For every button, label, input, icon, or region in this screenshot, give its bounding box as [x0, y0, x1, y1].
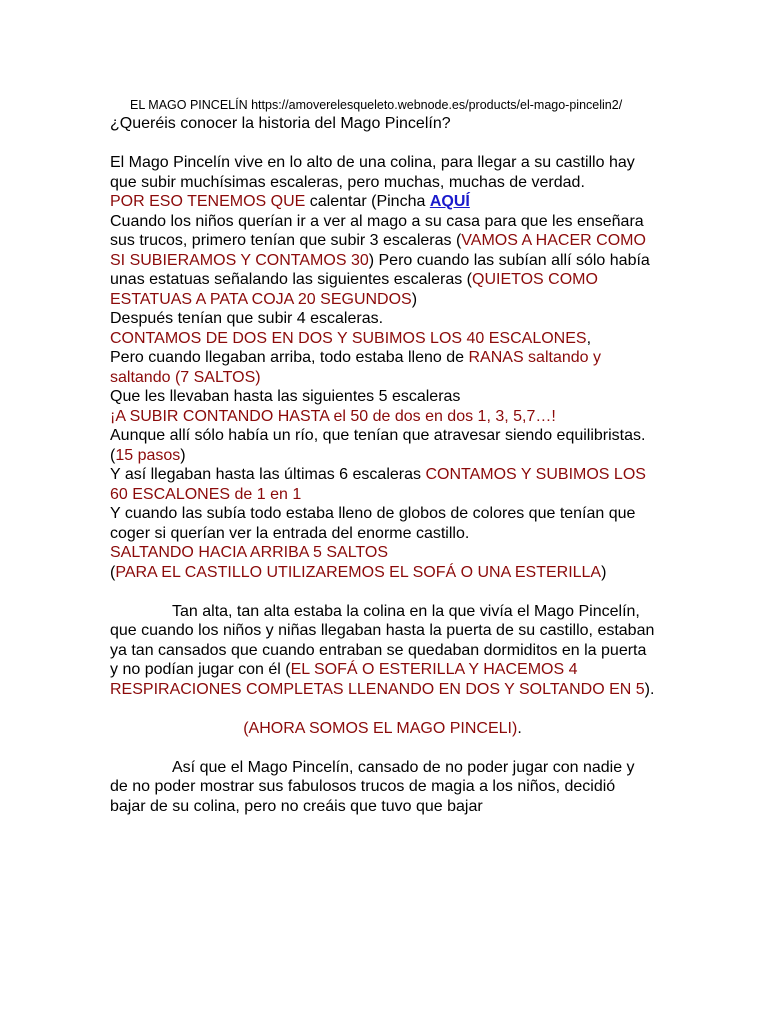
paragraph-count-fifty: ¡A SUBIR CONTANDO HASTA el 50 de dos en dos 1, 3, 5,7…!	[110, 407, 556, 425]
instruction-red: VAMOS A HACER COMO SI SUBIERAMOS Y CONTAMOS 30	[110, 232, 646, 269]
text-segment: ).	[644, 680, 655, 698]
warmup-red-text: POR ESO TENEMOS QUE	[110, 193, 310, 210]
text-segment: (	[110, 563, 116, 581]
instruction-red: CONTAMOS DE DOS EN DOS Y SUBIMOS LOS 40 ESCALONES	[110, 329, 587, 347]
instruction-red: CONTAMOS Y SUBIMOS LOS 60 ESCALONES de 1 en 1	[110, 466, 646, 503]
text-segment: (	[110, 446, 116, 464]
header-url: https://amoverelesqueleto.webnode.es/products/el-mago-pincelin2/	[251, 98, 623, 112]
instruction-red: (AHORA SOMOS EL MAGO PINCELI)	[243, 719, 518, 737]
text-segment: ) Pero cuando las subían allí sólo había unas estatuas señalando las siguientes escaleras (	[110, 251, 650, 288]
instruction-red: 15 pasos	[115, 446, 181, 464]
paragraph-four-stairs: Después tenían que subir 4 escaleras.	[110, 310, 384, 327]
text-segment: Cuando los niños querían ir a ver al mago a su casa para que les enseñara sus trucos, primero tenían que subir 3 escaleras (	[110, 212, 644, 249]
text-segment: Tan alta, tan alta estaba la colina en la que vivía el Mago Pincelín, que cuando los niños y niñas llegaban hasta la puerta de su castillo, estaban ya tan cansados que cuando entraban se quedaban dormiditos en la puerta y no podían jugar con él (	[110, 602, 655, 678]
document-page	[110, 96, 655, 816]
paragraph-steps	[110, 446, 655, 466]
story-body	[110, 114, 655, 816]
paragraph-intro: El Mago Pincelín vive en lo alto de una colina, para llegar a su castillo hay que subir muchísimas escaleras, pero muchas, muchas de verdad.	[110, 154, 635, 191]
paragraph-castle	[110, 563, 655, 583]
aqui-link[interactable]: AQUÍ	[429, 193, 470, 210]
instruction-red: RANAS saltando y saltando (7 SALTOS)	[110, 349, 601, 386]
text-segment: .	[517, 719, 522, 737]
blank-line	[110, 699, 655, 719]
paragraph-frogs	[110, 348, 655, 387]
paragraph-now-we-are	[110, 719, 655, 739]
paragraph-count-forty	[110, 329, 655, 349]
instruction-red: PARA EL CASTILLO UTILIZAREMOS EL SOFÁ O UNA ESTERILLA	[115, 563, 602, 581]
text-segment: Y así llegaban hasta las últimas 6 escaleras	[110, 466, 426, 483]
document-header	[130, 96, 655, 114]
paragraph-six-stairs	[110, 465, 655, 504]
paragraph-decided: Así que el Mago Pincelín, cansado de no poder jugar con nadie y de no poder mostrar sus fabulosos trucos de magia a los niños, decidió bajar de su colina, pero no creáis que tuvo que bajar	[110, 758, 635, 815]
paragraph-river: Aunque allí sólo había un río, que tenían que atravesar siendo equilibristas.	[110, 427, 646, 444]
story-question: ¿Queréis conocer la historia del Mago Pincelín?	[110, 115, 451, 132]
warmup-text: calentar (Pincha	[309, 193, 430, 210]
instruction-red: EL SOFÁ O ESTERILLA Y HACEMOS 4 RESPIRACIONES COMPLETAS LLENANDO EN DOS Y SOLTANDO EN 5	[110, 661, 645, 698]
blank-line	[110, 738, 655, 758]
text-segment: ,	[586, 329, 592, 347]
text-segment: Pero cuando llegaban arriba, todo estaba lleno de	[110, 349, 469, 366]
paragraph-balloons: Y cuando las subía todo estaba lleno de globos de colores que tenían que coger si querían ver la entrada del enorme castillo.	[110, 505, 636, 542]
text-segment: )	[411, 290, 418, 308]
paragraph-warmup	[110, 192, 655, 212]
text-segment: )	[601, 563, 607, 581]
paragraph-tall-hill	[110, 602, 655, 700]
header-title: EL MAGO PINCELÍN	[130, 98, 248, 112]
paragraph-five-stairs: Que les llevaban hasta las siguientes 5 escaleras	[110, 388, 461, 405]
blank-line	[110, 582, 655, 602]
text-segment: )	[180, 446, 186, 464]
instruction-red: QUIETOS COMO ESTATUAS A PATA COJA 20 SEGUNDOS	[110, 271, 598, 308]
paragraph-three-stairs	[110, 212, 655, 310]
blank-line	[110, 134, 655, 154]
paragraph-jumps: SALTANDO HACIA ARRIBA 5 SALTOS	[110, 544, 389, 561]
